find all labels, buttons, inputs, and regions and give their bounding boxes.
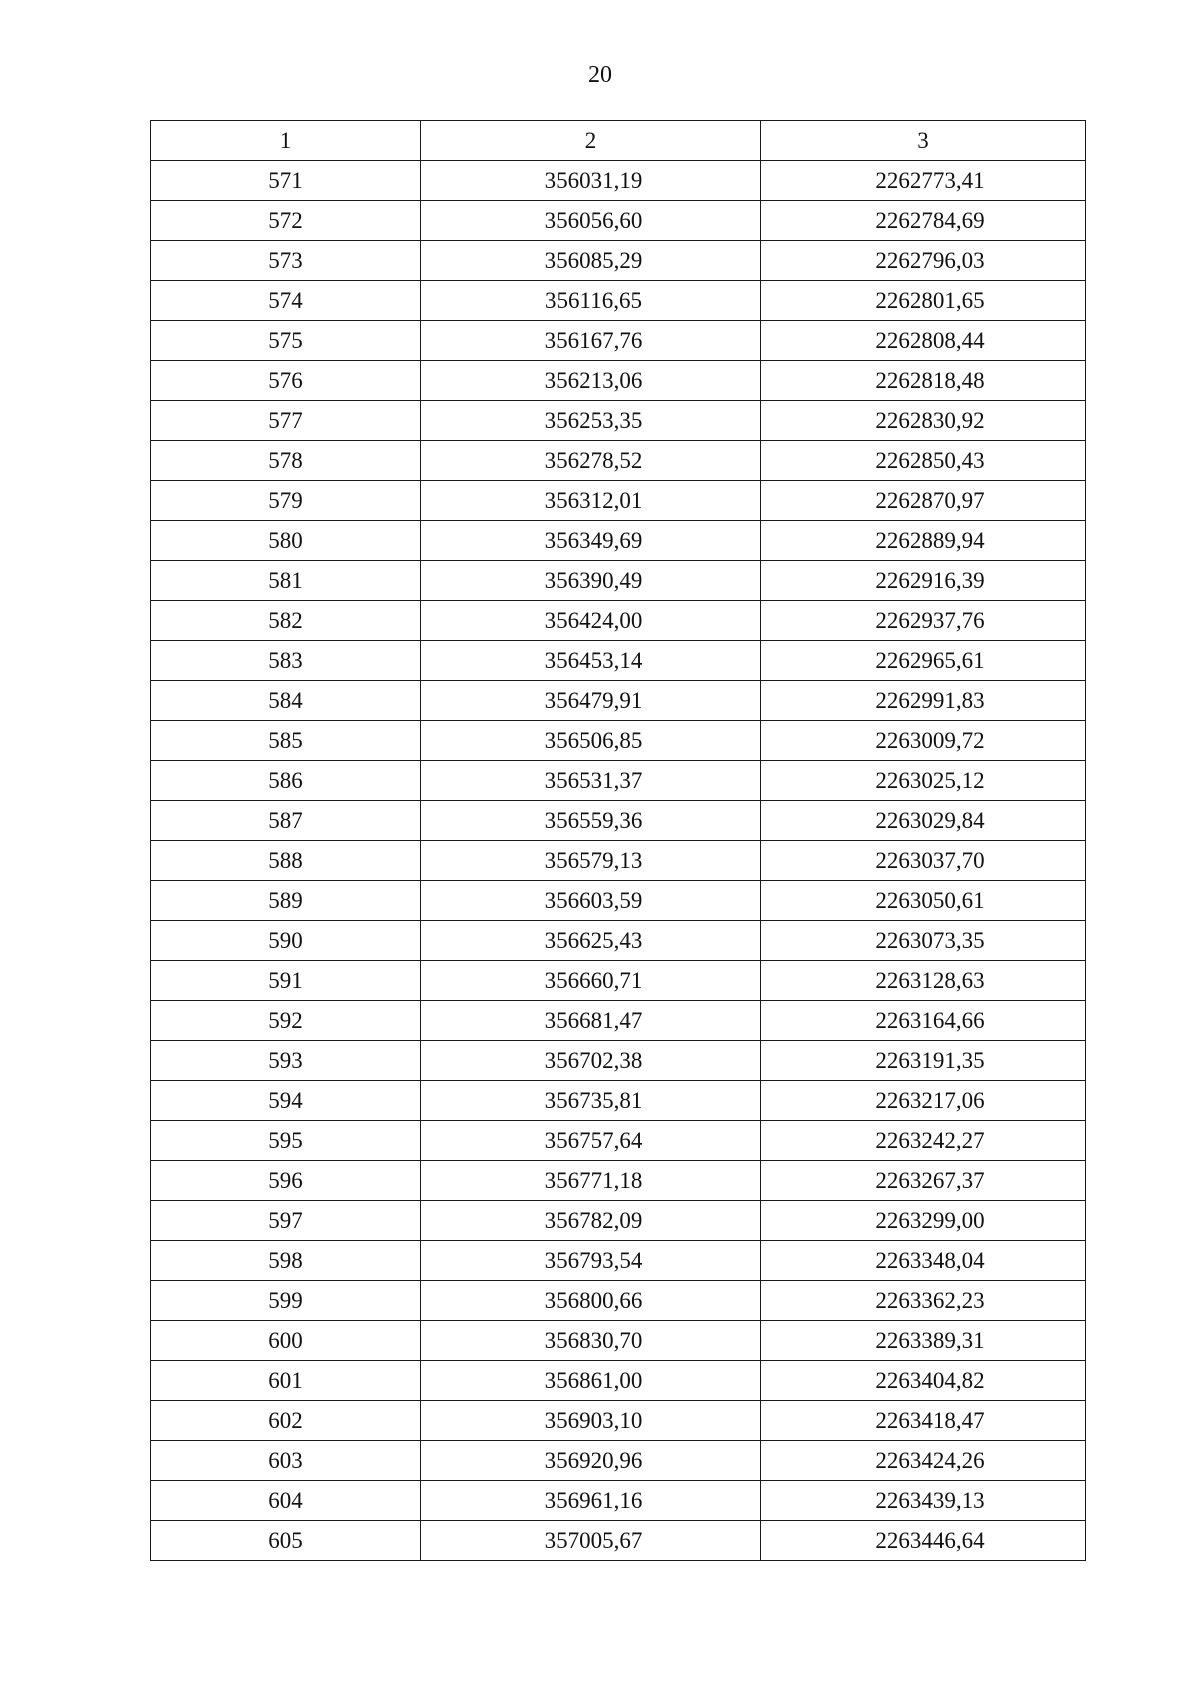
x-coordinate-cell: 356116,65 xyxy=(421,281,761,321)
x-coordinate-cell: 356213,06 xyxy=(421,361,761,401)
x-coordinate-cell: 356579,13 xyxy=(421,841,761,881)
x-coordinate-cell: 356920,96 xyxy=(421,1441,761,1481)
table-row xyxy=(151,161,1086,201)
x-coordinate-cell: 356031,19 xyxy=(421,161,761,201)
x-coordinate-cell: 357005,67 xyxy=(421,1521,761,1561)
point-number-cell: 576 xyxy=(151,361,421,401)
x-coordinate-cell: 356757,64 xyxy=(421,1121,761,1161)
table-row xyxy=(151,481,1086,521)
x-coordinate-cell: 356349,69 xyxy=(421,521,761,561)
y-coordinate-cell: 2263299,00 xyxy=(761,1201,1086,1241)
point-number-cell: 578 xyxy=(151,441,421,481)
table-row xyxy=(151,361,1086,401)
table-row xyxy=(151,1321,1086,1361)
x-coordinate-cell: 356167,76 xyxy=(421,321,761,361)
x-coordinate-cell: 356660,71 xyxy=(421,961,761,1001)
point-number-cell: 584 xyxy=(151,681,421,721)
y-coordinate-cell: 2263389,31 xyxy=(761,1321,1086,1361)
table-row xyxy=(151,201,1086,241)
x-coordinate-cell: 356390,49 xyxy=(421,561,761,601)
table-row xyxy=(151,1281,1086,1321)
y-coordinate-cell: 2263424,26 xyxy=(761,1441,1086,1481)
y-coordinate-cell: 2263362,23 xyxy=(761,1281,1086,1321)
point-number-cell: 600 xyxy=(151,1321,421,1361)
x-coordinate-cell: 356253,35 xyxy=(421,401,761,441)
table-row xyxy=(151,601,1086,641)
y-coordinate-cell: 2262808,44 xyxy=(761,321,1086,361)
x-coordinate-cell: 356506,85 xyxy=(421,721,761,761)
point-number-cell: 592 xyxy=(151,1001,421,1041)
x-coordinate-cell: 356771,18 xyxy=(421,1161,761,1201)
table-row xyxy=(151,1161,1086,1201)
x-coordinate-cell: 356424,00 xyxy=(421,601,761,641)
point-number-cell: 580 xyxy=(151,521,421,561)
x-coordinate-cell: 356830,70 xyxy=(421,1321,761,1361)
table-row xyxy=(151,681,1086,721)
y-coordinate-cell: 2263217,06 xyxy=(761,1081,1086,1121)
y-coordinate-cell: 2262801,65 xyxy=(761,281,1086,321)
x-coordinate-cell: 356961,16 xyxy=(421,1481,761,1521)
table-row xyxy=(151,641,1086,681)
point-number-cell: 603 xyxy=(151,1441,421,1481)
point-number-cell: 595 xyxy=(151,1121,421,1161)
x-coordinate-cell: 356531,37 xyxy=(421,761,761,801)
y-coordinate-cell: 2263446,64 xyxy=(761,1521,1086,1561)
x-coordinate-cell: 356861,00 xyxy=(421,1361,761,1401)
header-cell-1: 1 xyxy=(151,121,421,161)
table-row xyxy=(151,281,1086,321)
table-row xyxy=(151,1121,1086,1161)
x-coordinate-cell: 356085,29 xyxy=(421,241,761,281)
y-coordinate-cell: 2262870,97 xyxy=(761,481,1086,521)
point-number-cell: 571 xyxy=(151,161,421,201)
x-coordinate-cell: 356903,10 xyxy=(421,1401,761,1441)
table-row xyxy=(151,881,1086,921)
point-number-cell: 604 xyxy=(151,1481,421,1521)
point-number-cell: 574 xyxy=(151,281,421,321)
y-coordinate-cell: 2262784,69 xyxy=(761,201,1086,241)
point-number-cell: 573 xyxy=(151,241,421,281)
point-number-cell: 590 xyxy=(151,921,421,961)
table-row xyxy=(151,1521,1086,1561)
y-coordinate-cell: 2263404,82 xyxy=(761,1361,1086,1401)
y-coordinate-cell: 2263073,35 xyxy=(761,921,1086,961)
point-number-cell: 602 xyxy=(151,1401,421,1441)
table-row xyxy=(151,561,1086,601)
table-row xyxy=(151,1361,1086,1401)
point-number-cell: 598 xyxy=(151,1241,421,1281)
table-row xyxy=(151,521,1086,561)
y-coordinate-cell: 2262818,48 xyxy=(761,361,1086,401)
table-row xyxy=(151,1001,1086,1041)
coordinates-table-container xyxy=(150,120,1085,1561)
x-coordinate-cell: 356559,36 xyxy=(421,801,761,841)
point-number-cell: 583 xyxy=(151,641,421,681)
x-coordinate-cell: 356278,52 xyxy=(421,441,761,481)
point-number-cell: 596 xyxy=(151,1161,421,1201)
point-number-cell: 586 xyxy=(151,761,421,801)
y-coordinate-cell: 2263009,72 xyxy=(761,721,1086,761)
y-coordinate-cell: 2263348,04 xyxy=(761,1241,1086,1281)
x-coordinate-cell: 356681,47 xyxy=(421,1001,761,1041)
x-coordinate-cell: 356056,60 xyxy=(421,201,761,241)
point-number-cell: 597 xyxy=(151,1201,421,1241)
y-coordinate-cell: 2262991,83 xyxy=(761,681,1086,721)
y-coordinate-cell: 2263267,37 xyxy=(761,1161,1086,1201)
x-coordinate-cell: 356782,09 xyxy=(421,1201,761,1241)
x-coordinate-cell: 356453,14 xyxy=(421,641,761,681)
coordinates-table xyxy=(150,120,1086,1561)
point-number-cell: 591 xyxy=(151,961,421,1001)
y-coordinate-cell: 2262796,03 xyxy=(761,241,1086,281)
table-row xyxy=(151,761,1086,801)
x-coordinate-cell: 356603,59 xyxy=(421,881,761,921)
y-coordinate-cell: 2263164,66 xyxy=(761,1001,1086,1041)
y-coordinate-cell: 2263418,47 xyxy=(761,1401,1086,1441)
header-row xyxy=(151,121,1086,161)
point-number-cell: 582 xyxy=(151,601,421,641)
table-row xyxy=(151,321,1086,361)
point-number-cell: 588 xyxy=(151,841,421,881)
y-coordinate-cell: 2263128,63 xyxy=(761,961,1086,1001)
table-row xyxy=(151,1401,1086,1441)
table-body xyxy=(151,161,1086,1561)
y-coordinate-cell: 2263439,13 xyxy=(761,1481,1086,1521)
table-row xyxy=(151,801,1086,841)
table-row xyxy=(151,1041,1086,1081)
table-header xyxy=(151,121,1086,161)
table-row xyxy=(151,1201,1086,1241)
x-coordinate-cell: 356312,01 xyxy=(421,481,761,521)
point-number-cell: 593 xyxy=(151,1041,421,1081)
point-number-cell: 575 xyxy=(151,321,421,361)
y-coordinate-cell: 2263242,27 xyxy=(761,1121,1086,1161)
point-number-cell: 599 xyxy=(151,1281,421,1321)
table-row xyxy=(151,401,1086,441)
y-coordinate-cell: 2263191,35 xyxy=(761,1041,1086,1081)
table-row xyxy=(151,1481,1086,1521)
table-row xyxy=(151,841,1086,881)
table-row xyxy=(151,1441,1086,1481)
page-number: 20 xyxy=(588,62,612,88)
y-coordinate-cell: 2262916,39 xyxy=(761,561,1086,601)
point-number-cell: 587 xyxy=(151,801,421,841)
y-coordinate-cell: 2262937,76 xyxy=(761,601,1086,641)
point-number-cell: 605 xyxy=(151,1521,421,1561)
x-coordinate-cell: 356800,66 xyxy=(421,1281,761,1321)
y-coordinate-cell: 2263025,12 xyxy=(761,761,1086,801)
x-coordinate-cell: 356625,43 xyxy=(421,921,761,961)
y-coordinate-cell: 2263050,61 xyxy=(761,881,1086,921)
table-row xyxy=(151,1081,1086,1121)
table-row xyxy=(151,721,1086,761)
y-coordinate-cell: 2262965,61 xyxy=(761,641,1086,681)
point-number-cell: 579 xyxy=(151,481,421,521)
x-coordinate-cell: 356793,54 xyxy=(421,1241,761,1281)
y-coordinate-cell: 2262773,41 xyxy=(761,161,1086,201)
y-coordinate-cell: 2262830,92 xyxy=(761,401,1086,441)
y-coordinate-cell: 2262889,94 xyxy=(761,521,1086,561)
point-number-cell: 581 xyxy=(151,561,421,601)
header-cell-2: 2 xyxy=(421,121,761,161)
point-number-cell: 594 xyxy=(151,1081,421,1121)
table-row xyxy=(151,1241,1086,1281)
y-coordinate-cell: 2263029,84 xyxy=(761,801,1086,841)
point-number-cell: 572 xyxy=(151,201,421,241)
x-coordinate-cell: 356735,81 xyxy=(421,1081,761,1121)
point-number-cell: 577 xyxy=(151,401,421,441)
x-coordinate-cell: 356702,38 xyxy=(421,1041,761,1081)
y-coordinate-cell: 2262850,43 xyxy=(761,441,1086,481)
point-number-cell: 589 xyxy=(151,881,421,921)
y-coordinate-cell: 2263037,70 xyxy=(761,841,1086,881)
table-row xyxy=(151,241,1086,281)
point-number-cell: 601 xyxy=(151,1361,421,1401)
table-row xyxy=(151,441,1086,481)
x-coordinate-cell: 356479,91 xyxy=(421,681,761,721)
header-cell-3: 3 xyxy=(761,121,1086,161)
point-number-cell: 585 xyxy=(151,721,421,761)
table-row xyxy=(151,921,1086,961)
table-row xyxy=(151,961,1086,1001)
